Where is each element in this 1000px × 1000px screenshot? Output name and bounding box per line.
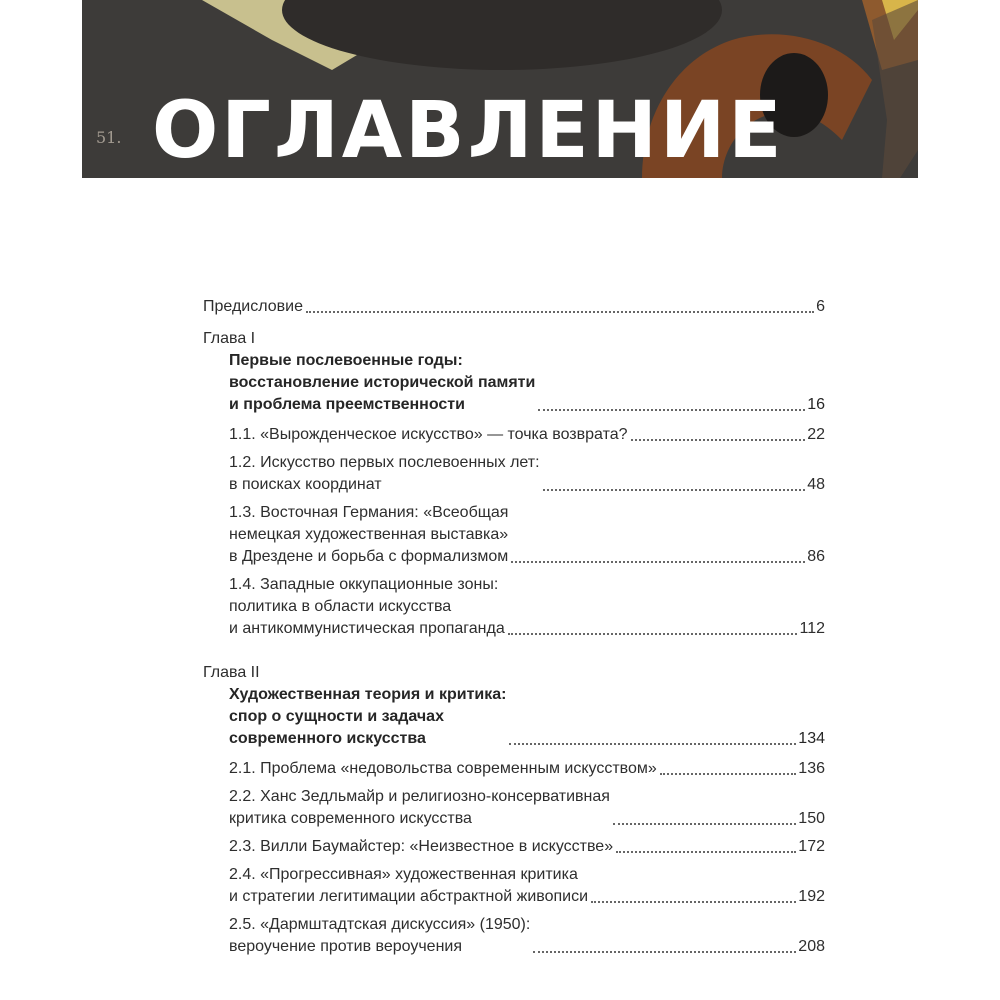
- toc-entry-line: и антикоммунистическая пропаганда: [229, 620, 505, 637]
- toc-entry-2-5[interactable]: [229, 914, 825, 958]
- toc-page-number: 134: [798, 730, 825, 747]
- leader-dots: [616, 851, 796, 853]
- page-title: ОГЛАВЛЕНИЕ: [152, 86, 785, 176]
- toc-entry-2-1[interactable]: [229, 758, 825, 780]
- chapter-2: [203, 662, 825, 958]
- toc-page-number: 6: [816, 298, 825, 315]
- table-of-contents: [203, 296, 825, 958]
- leader-dots: [508, 633, 798, 635]
- toc-entry-1-2[interactable]: [229, 452, 825, 496]
- chapter-title[interactable]: [229, 350, 825, 416]
- leader-dots: [538, 409, 805, 411]
- leader-dots: [511, 561, 805, 563]
- toc-entry-2-3[interactable]: [229, 836, 825, 858]
- toc-entry-1-1[interactable]: [229, 424, 825, 446]
- toc-page-number: 86: [807, 548, 825, 565]
- toc-page-number: 208: [798, 938, 825, 955]
- toc-page-number: 172: [798, 838, 825, 855]
- toc-page-number: 112: [799, 620, 825, 637]
- chapter-title[interactable]: [229, 684, 825, 750]
- toc-entry-line: 2.4. «Прогрессивная» художественная критика: [229, 866, 578, 883]
- toc-entry-line: 1.2. Искусство первых послевоенных лет:: [229, 454, 540, 471]
- toc-page-number: 136: [798, 760, 825, 777]
- toc-entry-1-4[interactable]: [229, 574, 825, 640]
- toc-entry-1-3[interactable]: [229, 502, 825, 568]
- toc-entry-line: критика современного искусства: [229, 810, 472, 827]
- toc-entry-line: 2.5. «Дармштадтская дискуссия» (1950):: [229, 916, 531, 933]
- leader-dots: [533, 951, 796, 953]
- toc-page-number: 48: [807, 476, 825, 493]
- toc-page-number: 150: [798, 810, 825, 827]
- header-banner: [82, 0, 918, 178]
- toc-entry-line: 2.2. Ханс Зедльмайр и религиозно-консервативная: [229, 788, 610, 805]
- toc-entry-line: в поисках координат: [229, 476, 382, 493]
- toc-entry-line: и стратегии легитимации абстрактной живописи: [229, 888, 589, 905]
- toc-entry-2-2[interactable]: [229, 786, 825, 830]
- toc-entry-line: 2.1. Проблема «недовольства современным искусством»: [229, 760, 657, 777]
- toc-entry-2-4[interactable]: [229, 864, 825, 908]
- leader-dots: [306, 311, 814, 313]
- toc-entry-line: немецкая художественная выставка»: [229, 526, 509, 543]
- toc-entry-line: политика в области искусства: [229, 598, 452, 615]
- toc-entry-line: 1.3. Восточная Германия: «Всеобщая: [229, 504, 509, 521]
- chapter-title-line: и проблема преемственности: [229, 396, 465, 413]
- chapter-title-line: Художественная теория и критика:: [229, 686, 507, 703]
- page-mark: 51.: [96, 128, 122, 147]
- toc-entry-line: 1.4. Западные оккупационные зоны:: [229, 576, 499, 593]
- toc-entry-line: 1.1. «Вырожденческое искусство» — точка возврата?: [229, 426, 628, 443]
- chapter-title-line: современного искусства: [229, 730, 426, 747]
- toc-page-number: 16: [807, 396, 825, 413]
- toc-entry-line: вероучение против вероучения: [229, 938, 463, 955]
- toc-entry-line: 2.3. Вилли Баумайстер: «Неизвестное в искусстве»: [229, 838, 614, 855]
- chapter-label: Глава I: [203, 330, 256, 347]
- leader-dots: [631, 439, 806, 441]
- chapter-1: [203, 328, 825, 640]
- toc-entry-title: Предисловие: [203, 298, 303, 315]
- toc-page-number: 22: [807, 426, 825, 443]
- toc-page-number: 192: [798, 888, 825, 905]
- leader-dots: [660, 773, 797, 775]
- toc-entry-preface[interactable]: [203, 296, 825, 318]
- chapter-label: Глава II: [203, 664, 260, 681]
- toc-entry-line: в Дрездене и борьба с формализмом: [229, 548, 509, 565]
- leader-dots: [543, 489, 806, 491]
- leader-dots: [591, 901, 796, 903]
- chapter-title-line: спор о сущности и задачах: [229, 708, 444, 725]
- leader-dots: [509, 743, 796, 745]
- chapter-title-line: Первые послевоенные годы:: [229, 352, 463, 369]
- leader-dots: [613, 823, 796, 825]
- chapter-title-line: восстановление исторической памяти: [229, 374, 536, 391]
